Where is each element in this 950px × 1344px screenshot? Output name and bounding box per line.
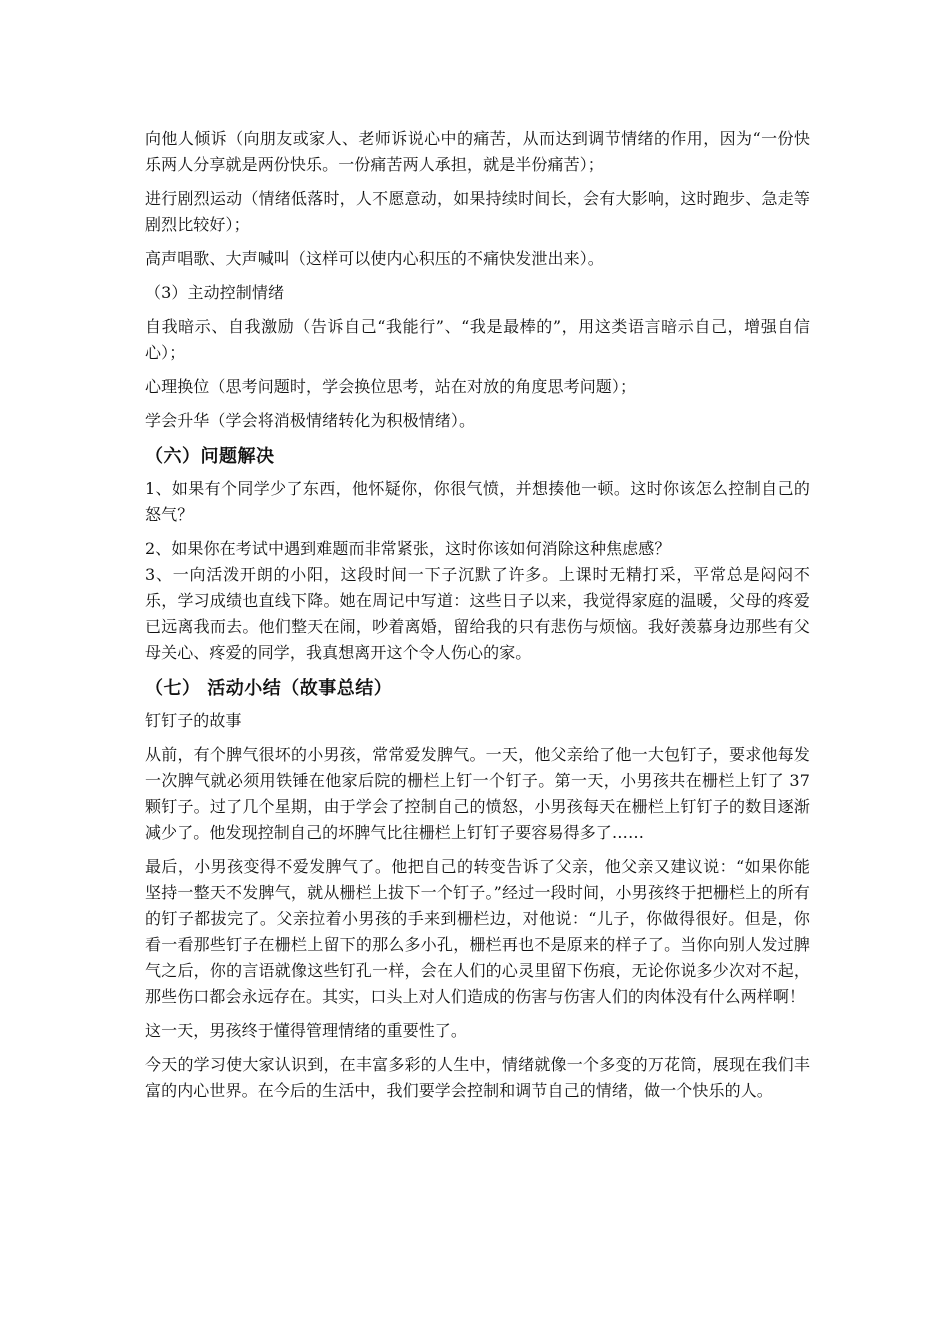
document-page <box>145 126 810 1112</box>
closing-paragraph: 今天的学习使大家认识到，在丰富多彩的人生中，情绪就像一个多变的万花筒，展现在我们丰富的内心世界。在今后的生活中，我们要学会控制和调节自己的情绪，做一个快乐的人。 <box>145 1055 810 1100</box>
section-heading-summary: （七） 活动小结（故事总结） <box>145 678 393 699</box>
question-3: 3、一向活泼开朗的小阳，这段时间一下子沉默了许多。上课时无精打采，平常总是闷闷不乐，学习成绩也直线下降。她在周记中写道：这些日子以来，我觉得家庭的温暖，父母的疼爱已远离我而去。他们整天在闹，吵着离婚，留给我的只有悲伤与烦恼。我好羡慕身边那些有父母关心、疼爱的同学，我真想离开这个令人伤心的家。 <box>145 565 810 662</box>
story-paragraph-1: 从前，有个脾气很坏的小男孩，常常爱发脾气。一天，他父亲给了他一大包钉子，要求他每发一次脾气就必须用铁锤在他家后院的栅栏上钉一个钉子。第一天，小男孩共在栅栏上钉了 37 颗钉子。过了几个星期，由于学会了控制自己的愤怒，小男孩每天在栅栏上钉钉子的数目逐渐减少了。他发现控制自己的坏脾气比往栅栏上钉钉子要容易得多了…… <box>145 745 810 842</box>
question-2: 2、如果你在考试中遇到难题而非常紧张，这时你该如何消除这种焦虑感？ <box>145 539 671 558</box>
subheading-active-control: （3）主动控制情绪 <box>145 283 285 302</box>
paragraph-sing-shout: 高声唱歌、大声喊叫（这样可以使内心积压的不痛快发泄出来）。 <box>145 249 604 268</box>
paragraph-empathy: 心理换位（思考问题时，学会换位思考，站在对放的角度思考问题）； <box>145 377 637 396</box>
paragraph-sublimation: 学会升华（学会将消极情绪转化为积极情绪）。 <box>145 411 476 430</box>
paragraph-self-suggestion: 自我暗示、自我激励（告诉自己“我能行”、“我是最棒的”，用这类语言暗示自己，增强自信心）； <box>145 317 810 362</box>
story-paragraph-2: 最后，小男孩变得不爱发脾气了。他把自己的转变告诉了父亲，他父亲又建议说：“如果你能坚持一整天不发脾气，就从栅栏上拔下一个钉子。”经过一段时间，小男孩终于把栅栏上的所有的钉子都拔完了。父亲拉着小男孩的手来到栅栏边，对他说：“儿子，你做得很好。但是，你看一看那些钉子在栅栏上留下的那么多小孔，栅栏再也不是原来的样子了。当你向别人发过脾气之后，你的言语就像这些钉孔一样，会在人们的心灵里留下伤痕，无论你说多少次对不起，那些伤口都会永远存在。其实，口头上对人们造成的伤害与伤害人们的肉体没有什么两样啊！ <box>145 857 810 1006</box>
paragraph-exercise: 进行剧烈运动（情绪低落时，人不愿意动，如果持续时间长，会有大影响，这时跑步、急走等剧烈比较好）； <box>145 189 810 234</box>
story-title: 钉钉子的故事 <box>145 711 242 730</box>
story-paragraph-3: 这一天，男孩终于懂得管理情绪的重要性了。 <box>145 1021 468 1040</box>
section-heading-problem-solving: （六）问题解决 <box>145 446 275 467</box>
question-1: 1、如果有个同学少了东西，他怀疑你，你很气愤，并想揍他一顿。这时你该怎么控制自己的怒气？ <box>145 479 810 524</box>
paragraph-talk-to-others: 向他人倾诉（向朋友或家人、老师诉说心中的痛苦，从而达到调节情绪的作用，因为“一份快乐两人分享就是两份快乐。一份痛苦两人承担，就是半份痛苦）； <box>145 129 810 174</box>
